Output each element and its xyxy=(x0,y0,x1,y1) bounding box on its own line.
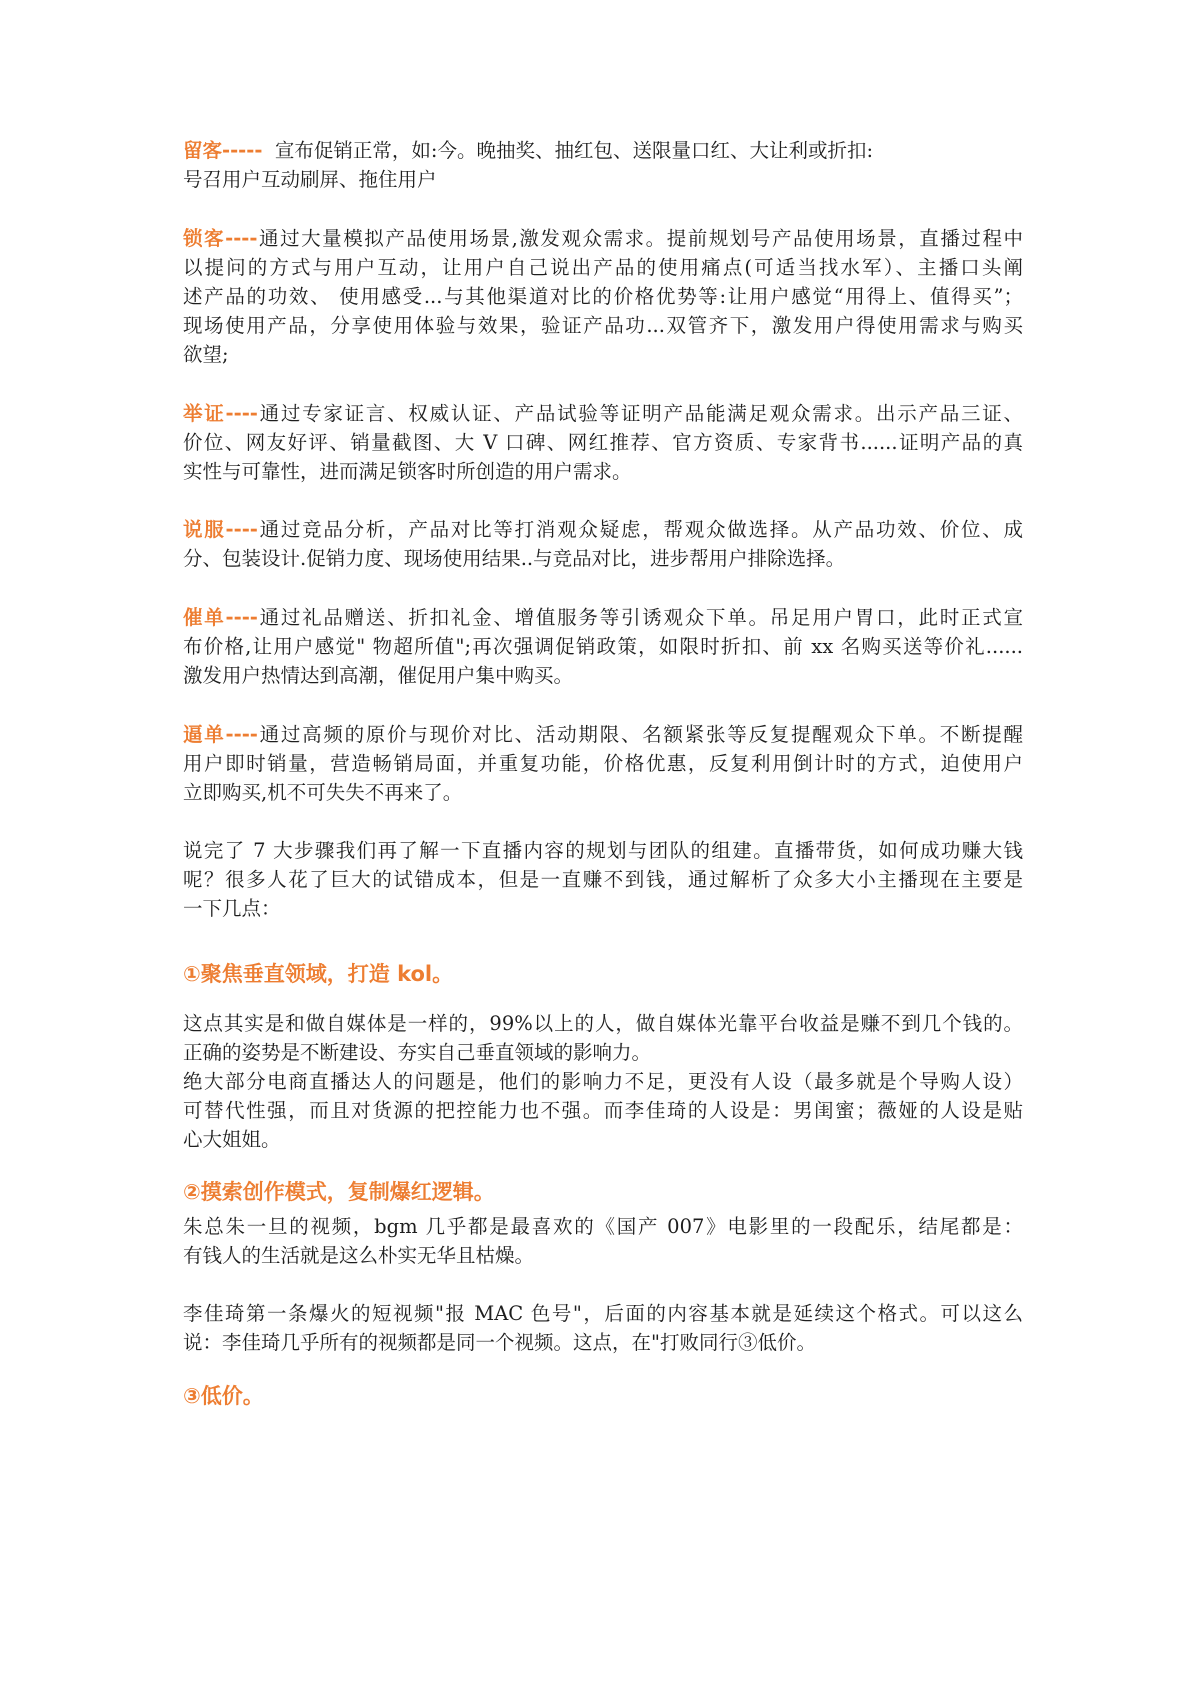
section-heading-3: ③低价。 xyxy=(183,1384,264,1408)
section-heading-1: ①聚焦垂直领域，打造 kol。 xyxy=(183,962,454,986)
keyword-shuofu: 说服---- xyxy=(183,518,258,541)
text: 通过高频的原价与现价对比、活动期限、名额紧张等反复提醒观众下单。不断提醒 xyxy=(257,723,1023,746)
para-suoke-line-5: 欲望; xyxy=(183,343,229,366)
para-suoke-line-4: 现场使用产品，分享使用体验与效果，验证产品功...双管齐下，激发用户得使用需求与购买 xyxy=(183,314,1023,337)
para-liuke-line-1 xyxy=(183,139,1023,163)
para-juzheng-line-3: 实性与可靠性，进而满足锁客时所创造的用户需求。 xyxy=(183,460,632,483)
section1-line-4: 可替代性强，而且对货源的把控能力也不强。而李佳琦的人设是：男闺蜜；薇娅的人设是贴 xyxy=(183,1099,1023,1122)
section1-line-2: 正确的姿势是不断建设、夯实自己垂直领域的影响力。 xyxy=(183,1041,652,1064)
para-suoke-line-3: 述产品的功效、 使用感受...与其他渠道对比的价格优势等:让用户感觉“用得上、值得买”； xyxy=(183,285,1023,308)
keyword-juzheng: 举证---- xyxy=(183,402,258,425)
section2-line-3: 李佳琦第一条爆火的短视频"报 MAC 色号"，后面的内容基本就是延续这个格式。可以这么 xyxy=(183,1302,1023,1325)
text: 宣布促销正常，如:今。晚抽奖、抽红包、送限量口红、大让利或折扣: xyxy=(274,139,874,162)
para-intro-line-3: 一下几点： xyxy=(183,897,281,920)
text: 通过大量模拟产品使用场景,激发观众需求。提前规划号产品使用场景，直播过程中 xyxy=(257,227,1023,250)
para-bidan-line-1 xyxy=(183,723,1023,747)
section2-line-1: 朱总朱一旦的视频，bgm 几乎都是最喜欢的《国产 007》电影里的一段配乐，结尾都是： xyxy=(183,1215,1023,1238)
para-shuofu-line-2: 分、包装设计.促销力度、现场使用结果..与竞品对比，进步帮用户排除选择。 xyxy=(183,547,846,570)
para-intro-line-1: 说完了 7 大步骤我们再了解一下直播内容的规划与团队的组建。直播带货，如何成功赚大钱 xyxy=(183,839,1023,862)
keyword-suoke: 锁客---- xyxy=(183,227,258,250)
para-juzheng-line-2: 价位、网友好评、销量截图、大 V 口碑、网红推荐、官方资质、专家背书......证明产品的真 xyxy=(183,431,1023,454)
section1-line-3: 绝大部分电商直播达人的问题是，他们的影响力不足，更没有人设（最多就是个导购人设） xyxy=(183,1070,1023,1093)
text: 通过礼品赠送、折扣礼金、增值服务等引诱观众下单。吊足用户胃口，此时正式宣 xyxy=(257,606,1023,629)
para-intro-line-2: 呢？很多人花了巨大的试错成本，但是一直赚不到钱，通过解析了众多大小主播现在主要是 xyxy=(183,868,1023,891)
para-shuofu-line-1 xyxy=(183,518,1023,542)
para-juzheng-line-1 xyxy=(183,402,1023,426)
keyword-liuke: 留客----- xyxy=(183,139,263,162)
section2-line-4: 说：李佳琦几乎所有的视频都是同一个视频。这点，在"打败同行③低价。 xyxy=(183,1331,816,1354)
section2-line-2: 有钱人的生活就是这么朴实无华且枯燥。 xyxy=(183,1244,535,1267)
para-liuke-line-2: 号召用户互动刷屏、拖住用户 xyxy=(183,168,437,191)
keyword-bidan: 逼单---- xyxy=(183,723,258,746)
para-cuidan-line-2: 布价格,让用户感觉" 物超所值";再次强调促销政策，如限时折扣、前 xx 名购买送等价礼...... xyxy=(183,635,1023,658)
keyword-cuidan: 催单---- xyxy=(183,606,258,629)
para-cuidan-line-3: 激发用户热情达到高潮，催促用户集中购买。 xyxy=(183,664,574,687)
para-suoke-line-1 xyxy=(183,227,1023,251)
text: 通过竞品分析，产品对比等打消观众疑虑，帮观众做选择。从产品功效、价位、成 xyxy=(257,518,1023,541)
section1-line-5: 心大姐姐。 xyxy=(183,1128,281,1151)
para-suoke-line-2: 以提问的方式与用户互动，让用户自己说出产品的使用痛点(可适当找水军）、主播口头阐 xyxy=(183,256,1023,279)
para-bidan-line-2: 用户即时销量，营造畅销局面，并重复功能，价格优惠，反复利用倒计时的方式，迫使用户 xyxy=(183,752,1023,775)
section-heading-2: ②摸索创作模式，复制爆红逻辑。 xyxy=(183,1180,495,1204)
text: 通过专家证言、权威认证、产品试验等证明产品能满足观众需求。出示产品三证、 xyxy=(257,402,1023,425)
section1-line-1: 这点其实是和做自媒体是一样的，99%以上的人，做自媒体光靠平台收益是赚不到几个钱的。 xyxy=(183,1012,1023,1035)
para-cuidan-line-1 xyxy=(183,606,1023,630)
para-bidan-line-3: 立即购买,机不可失失不再来了。 xyxy=(183,781,463,804)
